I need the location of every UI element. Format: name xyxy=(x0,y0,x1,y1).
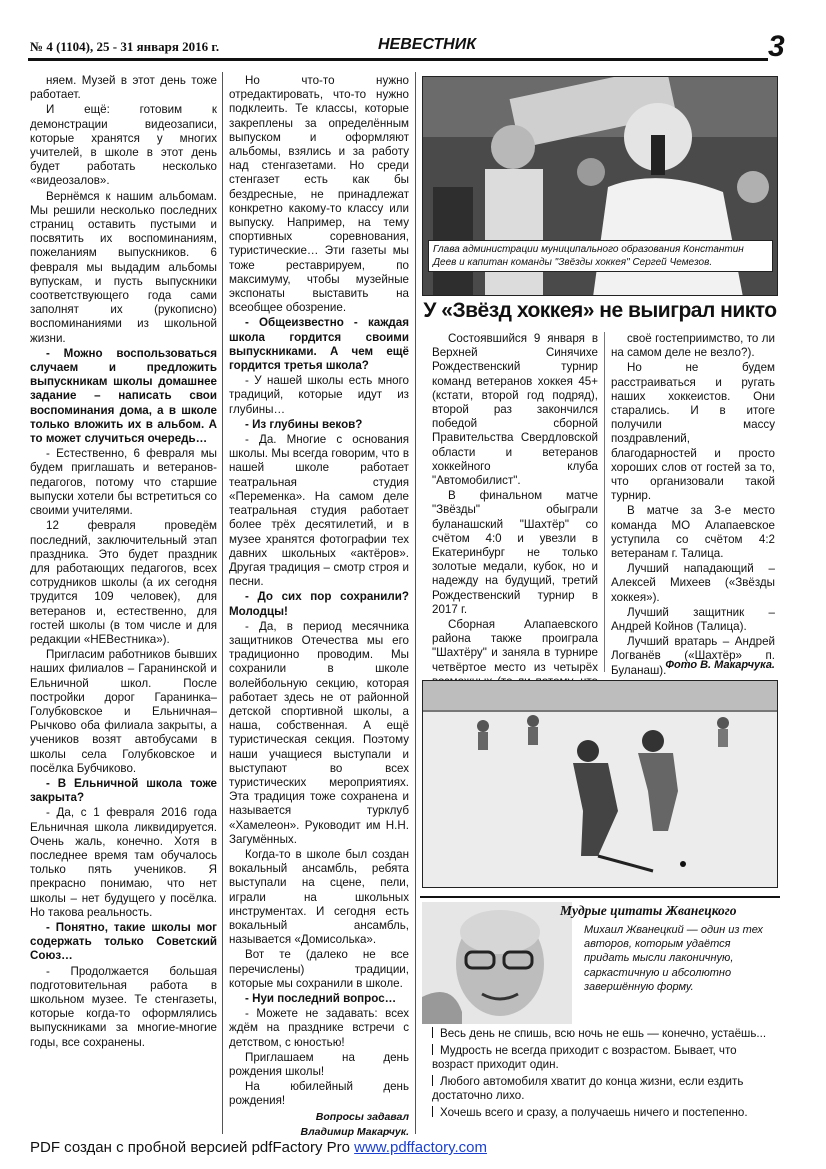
paragraph: В финальном матче "Звёзды" обыграли буланашский "Шахтёр" со счётом 4:0 и увезли в Екатеринбург не только золотые медали, кубок, но и надежду на будущий, третий Рождественский турнир в 2017 г. xyxy=(432,489,598,616)
footer-link[interactable]: www.pdffactory.com xyxy=(354,1139,487,1156)
quote-text: Мудрость не всегда приходит с возрастом. Бывает, что возраст приходит один. xyxy=(432,1043,737,1071)
paragraph: - Можно воспользоваться случаем и предложить выпускникам школы домашнее задание – написать свои воспоминания дома, а в школе только вложить их в альбом. А то может случиться очередь… xyxy=(30,346,217,446)
paragraph: Состоявшийся 9 января в Верхней Синячихе Рождественский турнир команд ветеранов хоккея 45+ (кстати, второй год подряд), второй раз закончился победой сборной Правительства Свердловской области и ветеранов хоккейного клуба "Автомобилист". xyxy=(432,332,598,488)
hockey-column-1 xyxy=(432,332,598,704)
zhvanetsky-portrait xyxy=(422,902,572,1024)
quote-item xyxy=(432,1075,780,1104)
paragraph: - Понятно, такие школы мог содержать только Советский Союз… xyxy=(30,920,217,963)
paragraph: - До сих пор сохранили? Молодцы! xyxy=(229,590,409,618)
quote-marker-icon xyxy=(432,1106,433,1117)
paragraph: няем. Музей в этот день тоже работает. xyxy=(30,74,217,102)
paragraph: Приглашаем на день рождения школы! xyxy=(229,1050,409,1079)
newspaper-name: НЕВЕСТНИК xyxy=(378,36,477,53)
column-divider xyxy=(415,72,416,1134)
quote-marker-icon xyxy=(432,1027,433,1038)
paragraph: - Из глубины веков? xyxy=(245,417,363,431)
photo-credit: Фото В. Макарчука. xyxy=(665,659,775,671)
header-rule xyxy=(28,58,768,61)
pdf-footer xyxy=(30,1139,487,1156)
paragraph: - Да. Многие с основания школы. Мы всегда говорим, что в нашей школе работает театральная студия «Переменка». На самом деле театральная студия работает более трёх десятилетий, и в музее хранятся фотографии тех давних школьных «актёров». Другая традиция – смотр строя и песни. xyxy=(229,433,409,589)
hockey-column-2 xyxy=(611,332,775,679)
paragraph: Лучший нападающий – Алексей Михеев («Звёзды хоккея»). xyxy=(611,562,775,604)
article-column-1 xyxy=(30,74,217,1051)
paragraph: 12 февраля проведём последний, заключительный этап праздника. Это будет праздник для работающих педагогов, всех сотрудников школы (а их сегодня трудится 109 человек), для ветеранов и, естественно, для гостей школы (в том числе и для редакции «НЕВестника»). xyxy=(30,519,217,646)
paragraph: И ещё: готовим к демонстрации видеозаписи, которые хранятся у многих учителей, в школе в этот день будет работать несколько «видеозалов». xyxy=(30,103,217,188)
paragraph: В матче за 3-е место команда МО Алапаевское уступила со счётом 4:2 ветеранам г. Талица. xyxy=(611,504,775,561)
quote-text: Любого автомобиля хватит до конца жизни, если ездить достаточно лихо. xyxy=(432,1074,744,1102)
footer-text: PDF создан с пробной версией pdfFactory Pro xyxy=(30,1139,355,1156)
column-divider xyxy=(222,72,223,1134)
paragraph: Но не будем расстраиваться и ругать наших хоккеистов. Они старались. И в итоге получили массу поздравлений, благодарностей и просто хороших слов от гостей за то, что организовали такой турнир. xyxy=(611,361,775,503)
quotes-box-rule xyxy=(420,896,780,898)
paragraph: - Можете не задавать: всех ждём на празднике встречи с детством, с юностью! xyxy=(229,1007,409,1049)
quotes-intro: Михаил Жванецкий — один из тех авторов, которым удаётся придать мысли лаконичную, саркастичную и абсолютно завершённую форму. xyxy=(584,924,763,993)
paragraph: Вот те (далеко не все перечислены) традиции, которые мы сохранили в школе. xyxy=(229,948,409,990)
interviewer-signature-2: Владимир Макарчук. xyxy=(300,1125,409,1138)
paragraph: - Естественно, 6 февраля мы будем приглашать и ветеранов-педагогов, потому что старшие выпуски хотели бы встретиться со своими учителями. xyxy=(30,447,217,518)
paragraph: Когда-то в школе был создан вокальный ансамбль, ребята выступали на сцене, пели, играли на школьных инструментах. И сегодня есть вокальный ансамбль, называется «Домисолька». xyxy=(229,847,409,947)
paragraph: - Нуи последний вопрос… xyxy=(245,992,397,1005)
paragraph: - Да, с 1 февраля 2016 года Ельничная школа ликвидируется. Очень жаль, конечно. Хотя в последнее время там обучалось только пять учеников. Я прекрасно понимаю, что нет школы – нет будущего у посёлка. Но такова реальность. xyxy=(30,806,217,919)
paragraph: - В Ельничной школа тоже закрыта? xyxy=(30,776,217,805)
article-headline: У «Звёзд хоккея» не выиграл никто xyxy=(423,299,777,322)
paragraph: Вернёмся к нашим альбомам. Мы решили несколько последних страниц оставить пустыми и посвятить их воспоминаниям, пожеланиям выпускников. 6 февраля мы выдадим альбомы вупускам, и пусть выпускники соответствующего года сами заполнят их (рукописно) воспоминаниями из школьной жизни. xyxy=(30,189,217,345)
quote-item xyxy=(432,1044,780,1073)
paragraph: своё гостеприимство, то ли на самом деле не везло?). xyxy=(611,332,775,360)
paragraph: Лучший защитник – Андрей Койнов (Талица). xyxy=(611,605,775,634)
hockey-game-photo xyxy=(422,680,778,888)
paragraph: - У нашей школы есть много традиций, которые идут из глубины… xyxy=(229,374,409,416)
paragraph: Сборная Алапаевского района также проиграла "Шахтёру" и заняла в турнире четвёртое место из четырёх xyxy=(432,618,598,674)
quote-item xyxy=(432,1027,780,1042)
page-number: 3 xyxy=(768,30,785,63)
quote-text: Весь день не спишь, всю ночь не ешь — конечно, устаёшь... xyxy=(440,1027,767,1040)
quote-text: Хочешь всего и сразу, а получаешь ничего и постепенно. xyxy=(440,1105,748,1119)
paragraph: Лучший вратарь – Андрей Логванёв («Шахтёр» п. Буланаш). xyxy=(611,635,775,677)
quote-marker-icon xyxy=(432,1044,433,1055)
column-divider xyxy=(604,332,605,672)
paragraph: Но что-то нужно отредактировать, что-то нужно подклеить. Те классы, которые закреплены за определённым выпуском и оформляют альбомы, взялись и за работу над стенгазетами. Но среди стенгазет есть как бы бездресные, не принадлежат конкретно какому-то классу или выпуску. Например, на тему спортивных соревнования, туристические… Эти газеты мы тоже реставрируем, по максимуму, чтобы музейные экспонаты выставить на всеобщее обозрение. xyxy=(229,74,409,315)
photo-caption: Глава администрации муниципального образования Константин Деев и капитан команды "Звёзды хоккея" Сергей Чемезов. xyxy=(428,240,773,272)
paragraph: - Продолжается большая подготовительная работа в школьном музее. Те стенгазеты, которые когда-то оформлялись выпускниками за многие-многие годы, все сохранены. xyxy=(30,964,217,1049)
article-column-2 xyxy=(229,74,409,1140)
issue-date: № 4 (1104), 25 - 31 января 2016 г. xyxy=(30,39,220,54)
paragraph: - Да, в период месячника защитников Отечества мы его традиционно проводим. Мы сохранили в школе волейбольную секцию, которая работает здесь не от районной детской спортивной школы, а наша, собственная. А ещё туристическая секция. Поэтому наши учащиеся выступали и выступают во всех туристических мероприятиях. Эта традиция тоже сохранена и называется турклуб «Хамелеон». Руководит им Н.Н. Загумённых. xyxy=(229,619,409,846)
paragraph: - Общеизвестно - каждая школа гордится своими выпускниками. А чем ещё гордится третья школа? xyxy=(229,316,409,373)
paragraph: На юбилейный день рождения! xyxy=(229,1080,409,1108)
quote-marker-icon xyxy=(432,1075,433,1086)
paragraph: Пригласим работников бывших наших филиалов – Гаранинской и Ельничной школ. После постройки дорог Гаранинка–Голубковское и Ельничная–Рычково оба филиала закрыты, а учеников возят автобусами в школы села Голубковское и посёлка Бубчиково. xyxy=(30,648,217,775)
quote-item xyxy=(432,1106,780,1121)
quotes-list xyxy=(432,1027,780,1122)
interviewer-signature-1: Вопросы задавал xyxy=(315,1110,409,1123)
quotes-title: Мудрые цитаты Жванецкого xyxy=(560,903,737,918)
